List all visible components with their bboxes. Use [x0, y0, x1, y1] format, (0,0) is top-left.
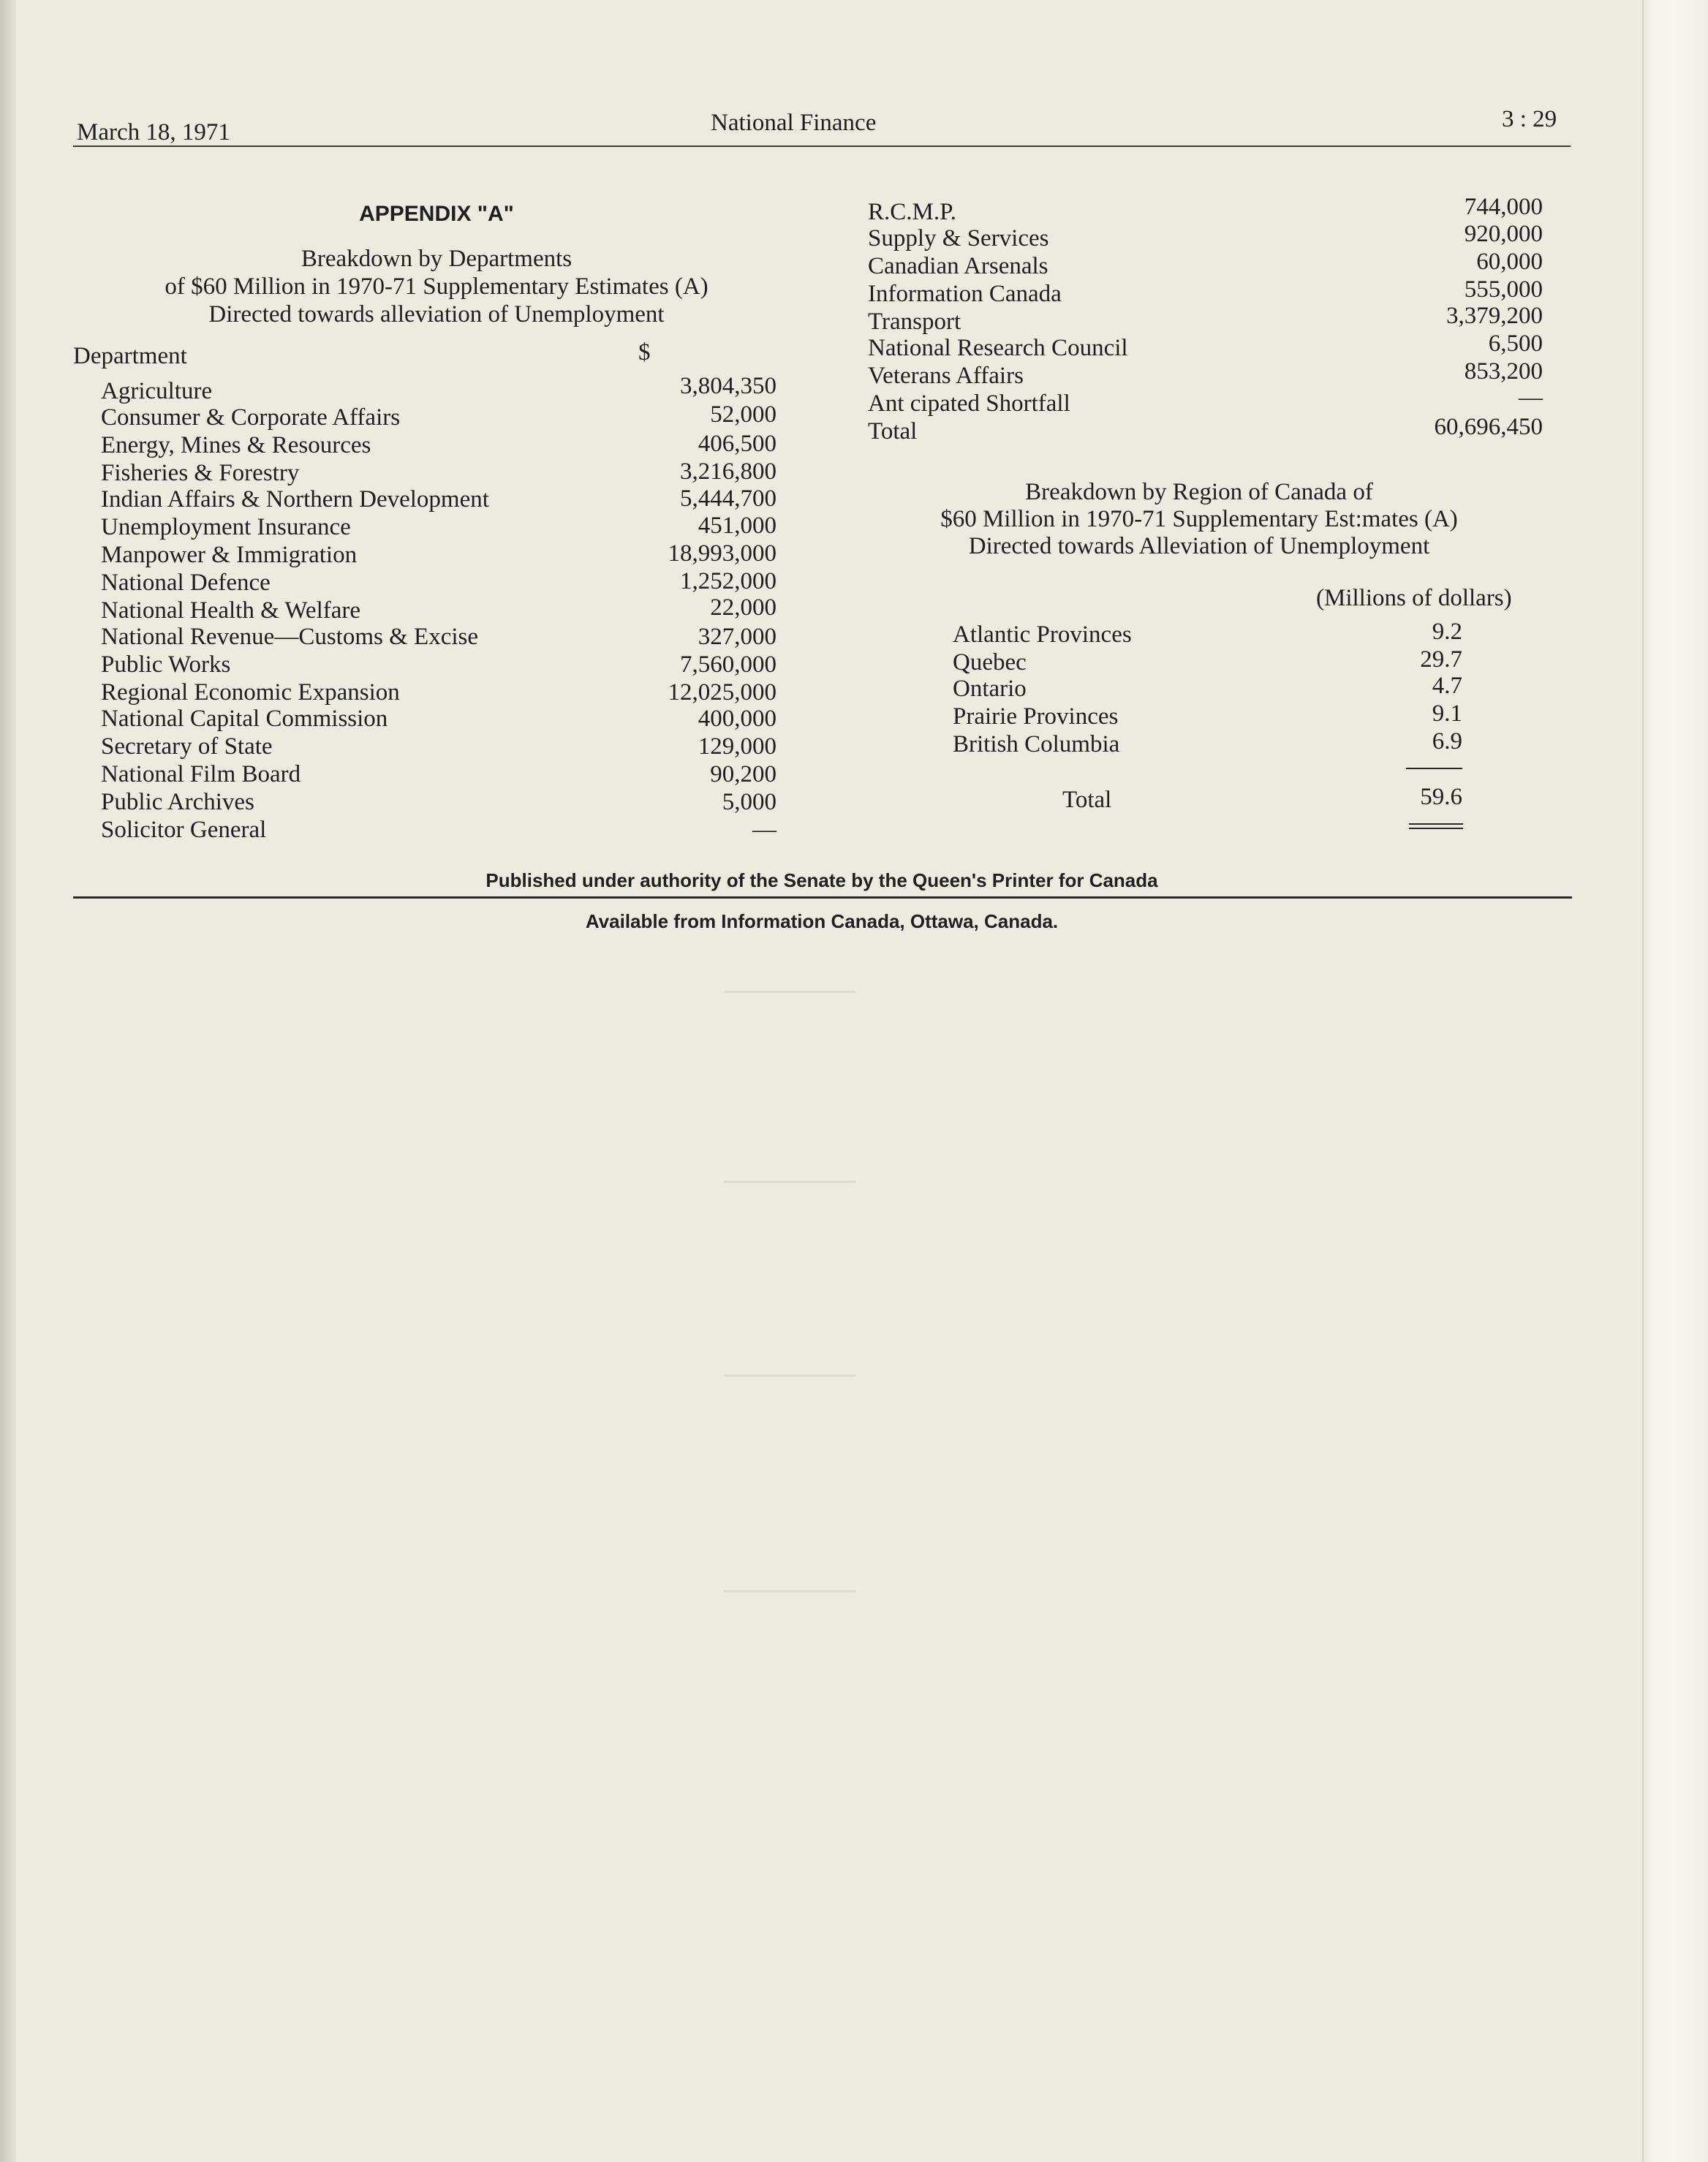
department-name: National Defence [101, 570, 271, 596]
department-name: Ant cipated Shortfall [868, 390, 1070, 417]
department-name: Agriculture [101, 378, 213, 404]
department-amount: 1,252,000 [680, 568, 776, 594]
department-name: Unemployment Insurance [101, 514, 351, 540]
header-page-number: 3 : 29 [1502, 106, 1557, 132]
department-amount: 3,379,200 [1446, 303, 1543, 329]
department-name: National Capital Commission [101, 706, 388, 732]
published-notice: Published under authority of the Senate by the Queen's Printer for Canada [485, 869, 1158, 891]
region-name: Quebec [953, 649, 1027, 676]
department-amount: 5,000 [722, 789, 776, 815]
department-name: Solicitor General [101, 817, 267, 843]
department-amount: 18,993,000 [668, 540, 776, 567]
department-amount: 6,500 [1488, 330, 1543, 357]
region-value: 6.9 [1432, 728, 1462, 755]
department-name: Consumer & Corporate Affairs [101, 404, 401, 431]
department-name: Fisheries & Forestry [101, 460, 300, 486]
department-name: National Film Board [101, 761, 301, 787]
appendix-subtitle-3: Directed towards alleviation of Unemployment [208, 301, 665, 328]
region-name: Prairie Provinces [953, 703, 1119, 730]
department-name: Manpower & Immigration [101, 542, 358, 568]
region-value: 9.1 [1432, 700, 1462, 727]
department-amount: 22,000 [710, 594, 776, 621]
department-amount: 400,000 [698, 706, 776, 732]
header-rule [73, 145, 1571, 147]
department-amount: 3,216,800 [680, 458, 776, 485]
appendix-subtitle-1: Breakdown by Departments [301, 246, 573, 272]
department-amount: 744,000 [1464, 194, 1543, 220]
page-edge-right [1644, 0, 1708, 2162]
department-name: Regional Economic Expansion [101, 679, 400, 706]
department-amount: 129,000 [698, 733, 776, 760]
department-name: National Research Council [868, 335, 1128, 361]
footer-rule [73, 896, 1572, 899]
subtotal-rule [1406, 768, 1462, 769]
department-amount: 853,200 [1464, 358, 1543, 385]
department-amount: 52,000 [710, 401, 776, 428]
region-title-2: $60 Million in 1970-71 Supplementary Est:mates (A) [940, 506, 1458, 532]
region-name: Atlantic Provinces [953, 621, 1132, 648]
department-name: Supply & Services [868, 225, 1049, 252]
department-name: Energy, Mines & Resources [101, 432, 371, 458]
region-name: Ontario [953, 676, 1027, 702]
department-name: Information Canada [868, 281, 1062, 307]
department-amount: 5,444,700 [680, 485, 776, 512]
department-name: Transport [868, 309, 961, 335]
department-amount: 3,804,350 [680, 373, 776, 399]
department-name: Secretary of State [101, 733, 273, 760]
region-title-1: Breakdown by Region of Canada of [1025, 479, 1373, 505]
total-double-rule [1409, 823, 1463, 825]
department-amount: 12,025,000 [668, 679, 776, 706]
department-name: Canadian Arsenals [868, 253, 1048, 279]
region-title-3: Directed towards Alleviation of Unemployment [968, 533, 1430, 559]
region-total-value: 59.6 [1420, 784, 1462, 810]
appendix-title: APPENDIX "A" [359, 202, 514, 226]
department-name: R.C.M.P. [868, 199, 957, 225]
region-unit-label: (Millions of dollars) [1316, 585, 1512, 611]
department-amount: 406,500 [698, 431, 776, 457]
department-amount: — [752, 817, 776, 843]
region-value: 9.2 [1432, 619, 1462, 645]
department-amount: — [1519, 385, 1543, 411]
department-amount: 555,000 [1464, 276, 1543, 303]
department-amount: 60,000 [1476, 249, 1543, 275]
region-total-label: Total [1062, 787, 1112, 813]
header-title: National Finance [711, 110, 877, 136]
column-header-amount: $ [638, 339, 651, 366]
department-name: Veterans Affairs [868, 363, 1024, 389]
column-header-department: Department [73, 343, 187, 369]
region-value: 4.7 [1432, 673, 1462, 699]
region-name: British Columbia [953, 731, 1120, 757]
department-name: Public Archives [101, 789, 254, 815]
department-name: National Health & Welfare [101, 597, 361, 624]
availability-notice: Available from Information Canada, Ottawa, Canada. [585, 910, 1059, 932]
department-amount: 60,696,450 [1434, 414, 1543, 440]
total-double-rule [1409, 828, 1463, 829]
department-name: Public Works [101, 651, 231, 678]
department-amount: 90,200 [710, 761, 776, 787]
header-date: March 18, 1971 [77, 119, 230, 145]
region-value: 29.7 [1420, 646, 1462, 673]
department-amount: 327,000 [698, 624, 776, 650]
page-edge-left [0, 0, 16, 2162]
department-name: Indian Affairs & Northern Development [101, 486, 489, 513]
appendix-subtitle-2: of $60 Million in 1970-71 Supplementary Estimates (A) [165, 273, 708, 300]
department-amount: 451,000 [698, 513, 776, 539]
department-amount: 920,000 [1464, 221, 1543, 247]
department-amount: 7,560,000 [680, 651, 776, 678]
department-name: National Revenue—Customs & Excise [101, 624, 478, 650]
department-name: Total [868, 418, 918, 445]
